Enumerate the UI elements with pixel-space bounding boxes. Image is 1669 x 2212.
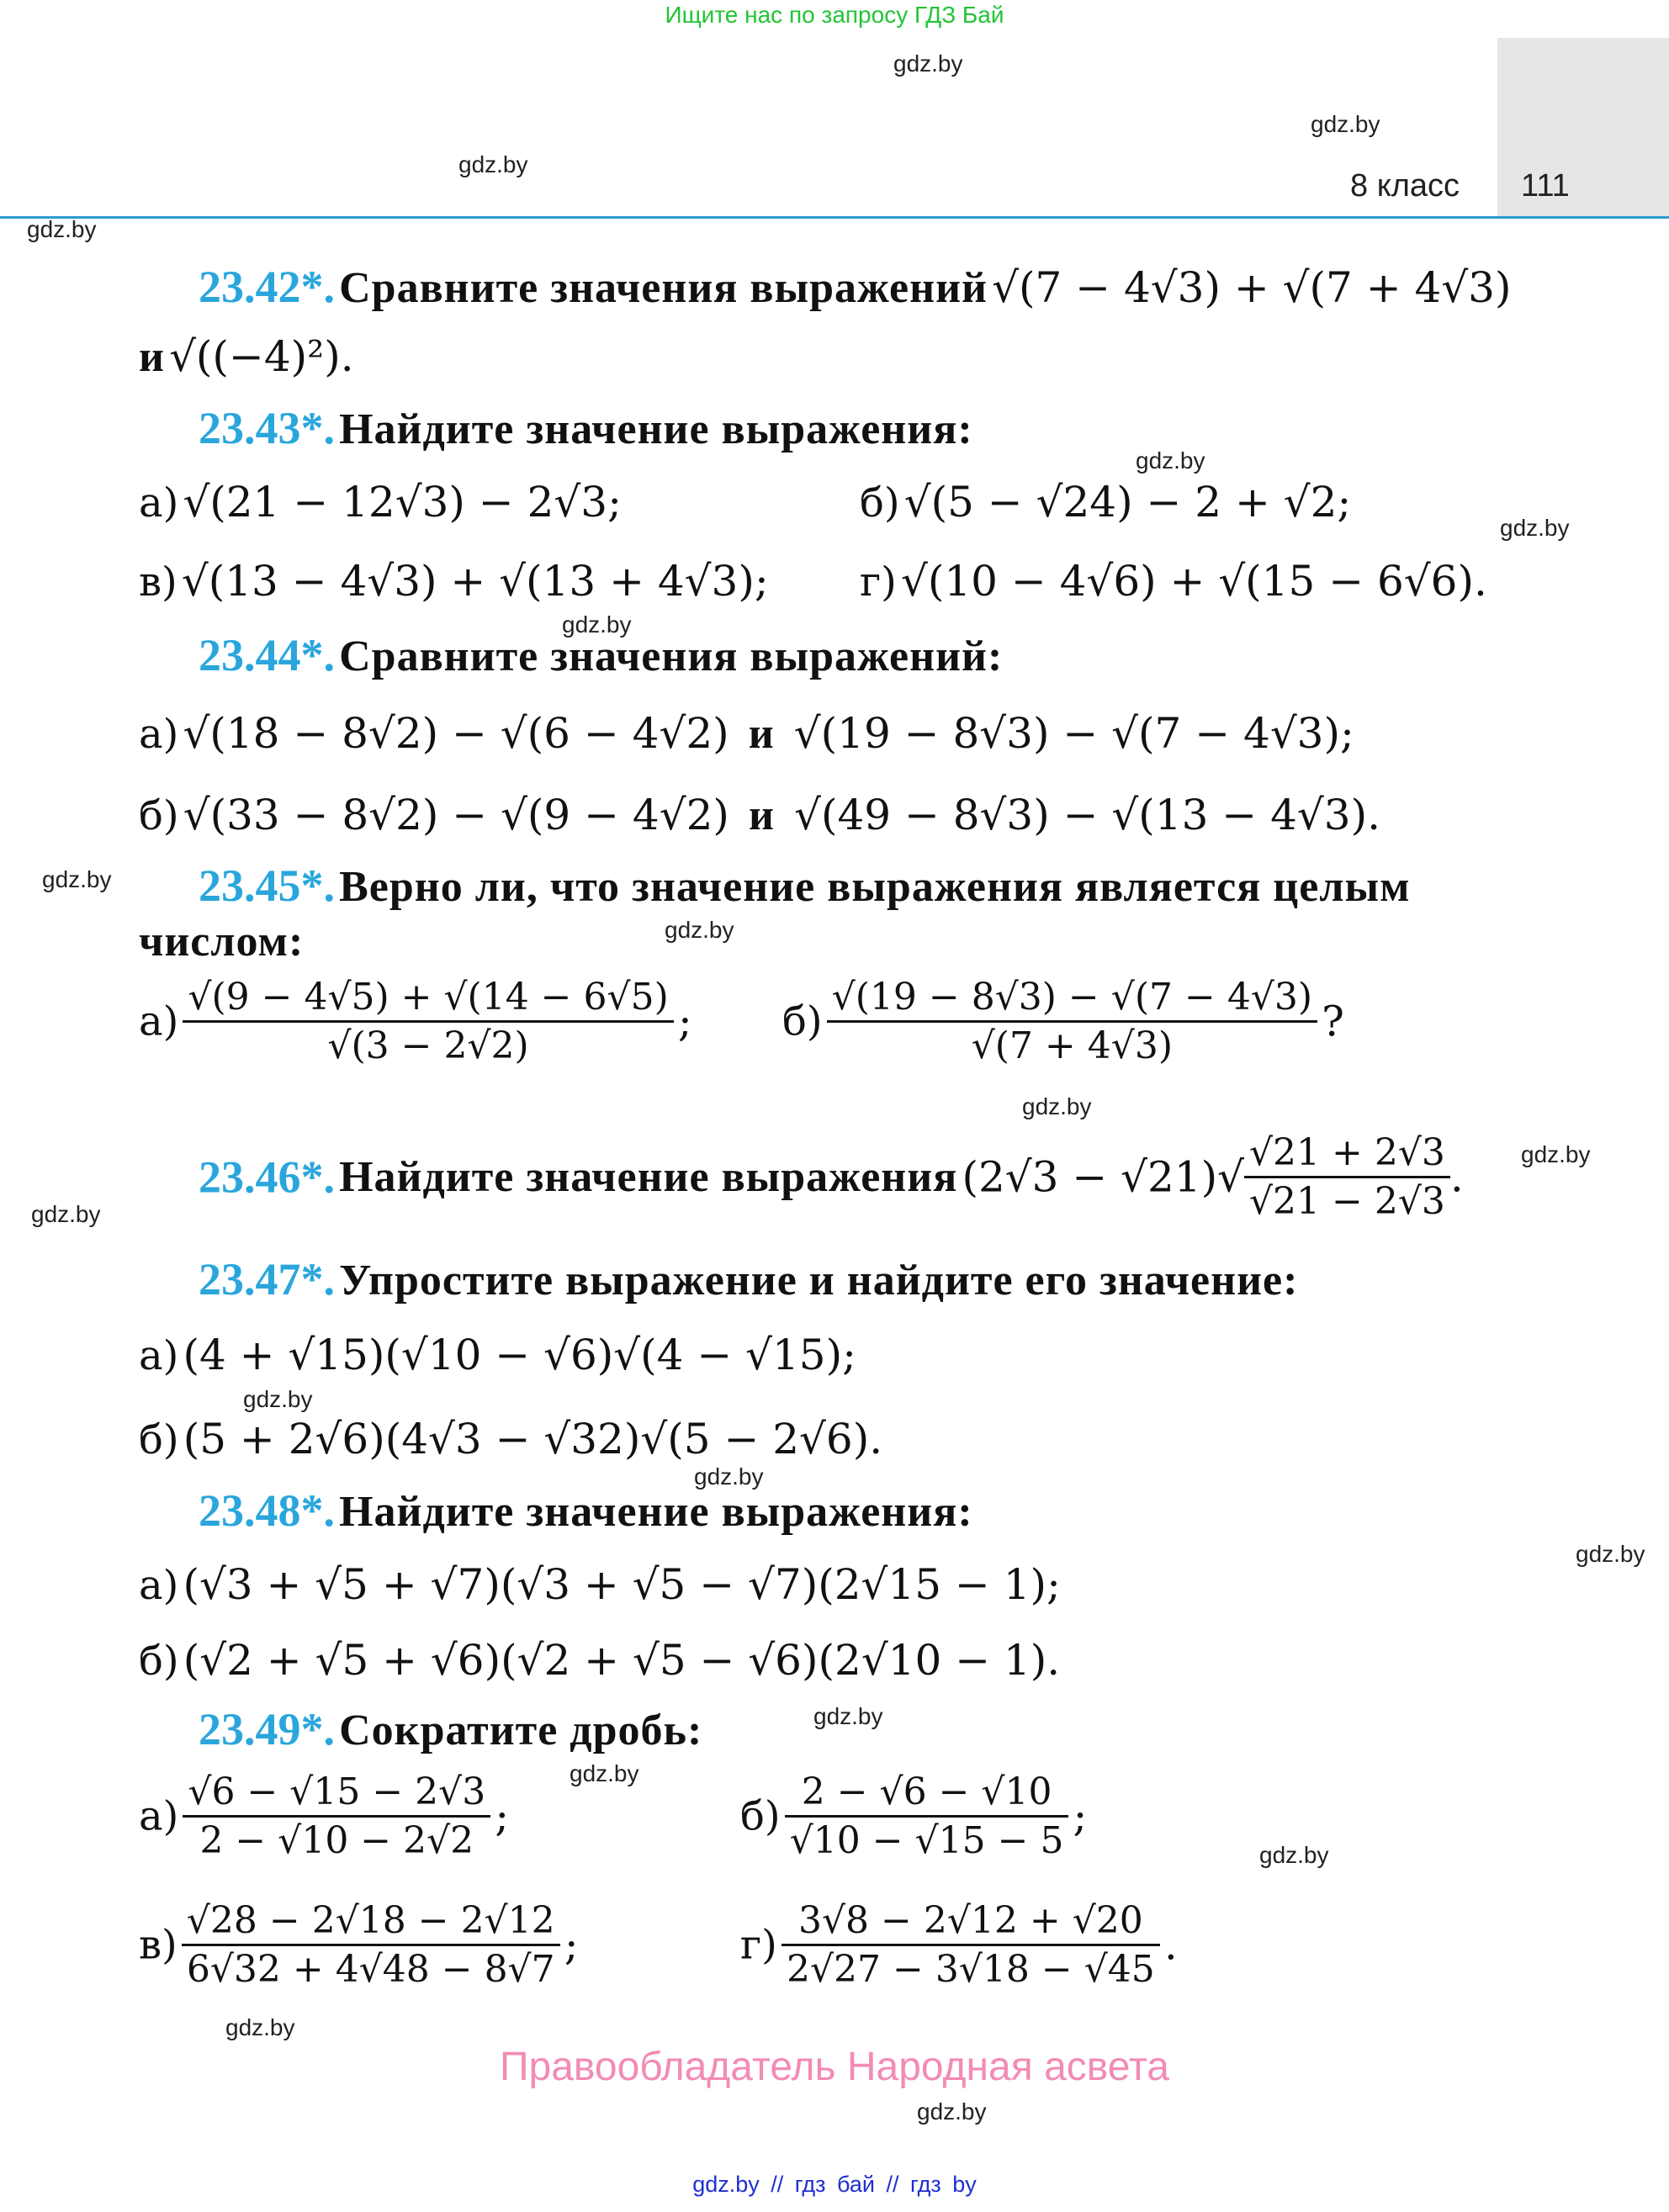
problem-text: Упростите выражение и найдите его значение: bbox=[339, 1257, 1299, 1304]
problem-number: 23.46*. bbox=[199, 1151, 335, 1203]
problem-number: 23.43*. bbox=[199, 403, 335, 453]
problem-expression: √(7 − 4√3) + √(7 + 4√3) bbox=[992, 263, 1512, 312]
problem-number: 23.47*. bbox=[199, 1254, 335, 1304]
part-b bbox=[139, 1415, 882, 1463]
part-label: а) bbox=[139, 1332, 179, 1379]
fraction bbox=[183, 1770, 490, 1862]
header-divider bbox=[0, 216, 1669, 219]
problem-23-42 bbox=[199, 261, 1512, 313]
fraction bbox=[785, 1770, 1069, 1862]
denominator: 2 − √10 − 2√2 bbox=[199, 1819, 474, 1862]
part-expression: (5 + 2√6)(4√3 − √32)√(5 − 2√6). bbox=[183, 1415, 883, 1463]
part-label: а) bbox=[139, 1562, 179, 1609]
part-label: г) bbox=[740, 1921, 777, 1969]
part-label: а) bbox=[139, 479, 179, 527]
part-c bbox=[139, 557, 769, 606]
part-label: б) bbox=[139, 792, 179, 839]
watermark: gdz.by bbox=[562, 611, 632, 638]
punctuation: ? bbox=[1322, 997, 1344, 1046]
watermark: gdz.by bbox=[27, 216, 97, 242]
page-number: 111 bbox=[1521, 168, 1570, 204]
top-banner[interactable]: Ищите нас по запросу ГДЗ Бай bbox=[665, 2, 1004, 28]
part-label: б) bbox=[782, 998, 823, 1045]
fraction bbox=[782, 1899, 1160, 1991]
part-b bbox=[139, 791, 1380, 840]
problem-23-48 bbox=[199, 1484, 973, 1537]
part-expression: √(21 − 12√3) − 2√3; bbox=[183, 478, 622, 527]
part-label: а) bbox=[139, 1792, 179, 1840]
numerator: √28 − 2√18 − 2√12 bbox=[182, 1899, 560, 1946]
numerator: 3√8 − 2√12 + √20 bbox=[782, 1899, 1160, 1946]
part-a bbox=[139, 1560, 1061, 1609]
part-c bbox=[139, 1899, 579, 1991]
problem-text: Сократите дробь: bbox=[339, 1707, 703, 1754]
watermark: gdz.by bbox=[458, 151, 528, 177]
watermark: gdz.by bbox=[813, 1703, 883, 1729]
part-a bbox=[139, 1331, 856, 1379]
problem-23-42-continued bbox=[139, 332, 354, 382]
watermark: gdz.by bbox=[893, 50, 963, 77]
part-a bbox=[139, 976, 692, 1067]
denominator: 2√27 − 3√18 − √45 bbox=[786, 1948, 1155, 1991]
grade-label: 8 класс bbox=[1350, 168, 1460, 204]
part-label: б) bbox=[139, 1416, 179, 1463]
watermark: gdz.by bbox=[1311, 111, 1380, 137]
part-expression: (√2 + √5 + √6)(√2 + √5 − √6)(2√10 − 1). bbox=[183, 1636, 1061, 1685]
part-expression: (4 + √15)(√10 − √6)√(4 − √15); bbox=[183, 1331, 856, 1379]
part-expression-right: √(19 − 8√3) − √(7 − 4√3); bbox=[793, 709, 1354, 758]
watermark: gdz.by bbox=[1022, 1093, 1092, 1119]
footer-links[interactable]: gdz.by // гдз бай // гдз by bbox=[692, 2172, 977, 2197]
part-expression: √(13 − 4√3) + √(13 + 4√3); bbox=[181, 557, 769, 606]
fraction bbox=[182, 1899, 560, 1991]
numerator: √21 + 2√3 bbox=[1244, 1131, 1450, 1178]
problem-text: Найдите значение выражения: bbox=[339, 405, 973, 453]
part-label: в) bbox=[139, 1921, 177, 1969]
watermark: gdz.by bbox=[665, 917, 734, 943]
problem-23-47 bbox=[199, 1253, 1298, 1305]
watermark: gdz.by bbox=[1136, 447, 1205, 474]
watermark: gdz.by bbox=[243, 1386, 313, 1412]
conjunction: и bbox=[139, 333, 165, 381]
part-label: г) bbox=[860, 558, 897, 606]
problem-text: Найдите значение выражения: bbox=[339, 1488, 973, 1536]
problem-number: 23.49*. bbox=[199, 1704, 335, 1754]
problem-text: Сравните значения выражений bbox=[339, 264, 988, 312]
problem-number: 23.42*. bbox=[199, 262, 335, 312]
part-expression-left: √(18 − 8√2) − √(6 − 4√2) bbox=[183, 709, 729, 758]
part-b bbox=[782, 976, 1344, 1067]
watermark: gdz.by bbox=[42, 866, 112, 892]
problem-23-43 bbox=[199, 402, 973, 454]
part-d bbox=[860, 557, 1487, 606]
numerator: √(9 − 4√5) + √(14 − 6√5) bbox=[183, 976, 673, 1023]
problem-23-46 bbox=[199, 1131, 1464, 1223]
problem-text-continued: числом: bbox=[139, 918, 305, 966]
part-expression-left: √(33 − 8√2) − √(9 − 4√2) bbox=[183, 791, 729, 839]
problem-23-44 bbox=[199, 629, 1003, 681]
problem-23-49 bbox=[199, 1703, 702, 1755]
punctuation: . bbox=[1449, 1152, 1464, 1202]
part-label: б) bbox=[740, 1792, 781, 1840]
part-label: в) bbox=[139, 558, 177, 606]
problem-23-45 bbox=[199, 860, 1411, 912]
problem-expression: √((−4)²). bbox=[169, 332, 354, 381]
conjunction: и bbox=[748, 710, 775, 758]
part-b bbox=[860, 478, 1351, 527]
part-expression-right: √(49 − 8√3) − √(13 − 4√3). bbox=[794, 791, 1380, 839]
copyright-notice: Правообладатель Народная асвета bbox=[500, 2045, 1169, 2089]
watermark: gdz.by bbox=[917, 2098, 987, 2125]
denominator: √(3 − 2√2) bbox=[327, 1024, 529, 1067]
fraction bbox=[183, 976, 673, 1067]
numerator: 2 − √6 − √10 bbox=[785, 1770, 1069, 1818]
problem-number: 23.48*. bbox=[199, 1485, 335, 1536]
watermark: gdz.by bbox=[570, 1760, 639, 1786]
problem-number: 23.44*. bbox=[199, 630, 335, 680]
problem-text: Найдите значение выражения bbox=[339, 1153, 958, 1201]
conjunction: и bbox=[749, 791, 775, 839]
punctuation: ; bbox=[1073, 1791, 1088, 1841]
denominator: √(7 + 4√3) bbox=[971, 1024, 1173, 1067]
part-label: б) bbox=[139, 1638, 179, 1685]
part-a bbox=[139, 1770, 509, 1862]
punctuation: ; bbox=[677, 997, 692, 1046]
numerator: √6 − √15 − 2√3 bbox=[183, 1770, 490, 1818]
denominator: 6√32 + 4√48 − 8√7 bbox=[186, 1948, 555, 1991]
punctuation: ; bbox=[564, 1920, 579, 1970]
part-b bbox=[740, 1770, 1087, 1862]
part-expression: (√3 + √5 + √7)(√3 + √5 − √7)(2√15 − 1); bbox=[183, 1560, 1061, 1609]
watermark: gdz.by bbox=[1521, 1141, 1591, 1167]
part-a bbox=[139, 709, 1354, 759]
problem-number: 23.45*. bbox=[199, 860, 335, 911]
problem-text: Сравните значения выражений: bbox=[339, 632, 1004, 680]
denominator: √10 − √15 − 5 bbox=[789, 1819, 1064, 1862]
watermark: gdz.by bbox=[1259, 1842, 1329, 1868]
watermark: gdz.by bbox=[31, 1201, 101, 1227]
numerator: √(19 − 8√3) − √(7 − 4√3) bbox=[827, 976, 1317, 1023]
part-expression: √(5 − √24) − 2 + √2; bbox=[903, 478, 1352, 527]
part-label: б) bbox=[860, 479, 900, 527]
problem-text: Верно ли, что значение выражения является целым bbox=[339, 863, 1411, 911]
denominator: √21 − 2√3 bbox=[1248, 1180, 1445, 1223]
fraction bbox=[1244, 1131, 1450, 1223]
expression-factor: (2√3 − √21)√ bbox=[962, 1152, 1244, 1202]
punctuation: . bbox=[1163, 1920, 1178, 1970]
part-a bbox=[139, 478, 622, 527]
watermark: gdz.by bbox=[225, 2014, 295, 2040]
part-label: а) bbox=[139, 711, 179, 758]
punctuation: ; bbox=[495, 1791, 510, 1841]
part-d bbox=[740, 1899, 1178, 1991]
watermark: gdz.by bbox=[1500, 515, 1570, 541]
part-label: а) bbox=[139, 998, 179, 1045]
watermark: gdz.by bbox=[694, 1463, 764, 1490]
watermark: gdz.by bbox=[1576, 1541, 1645, 1567]
part-b bbox=[139, 1636, 1060, 1685]
part-expression: √(10 − 4√6) + √(15 − 6√6). bbox=[900, 557, 1487, 606]
fraction bbox=[827, 976, 1317, 1067]
